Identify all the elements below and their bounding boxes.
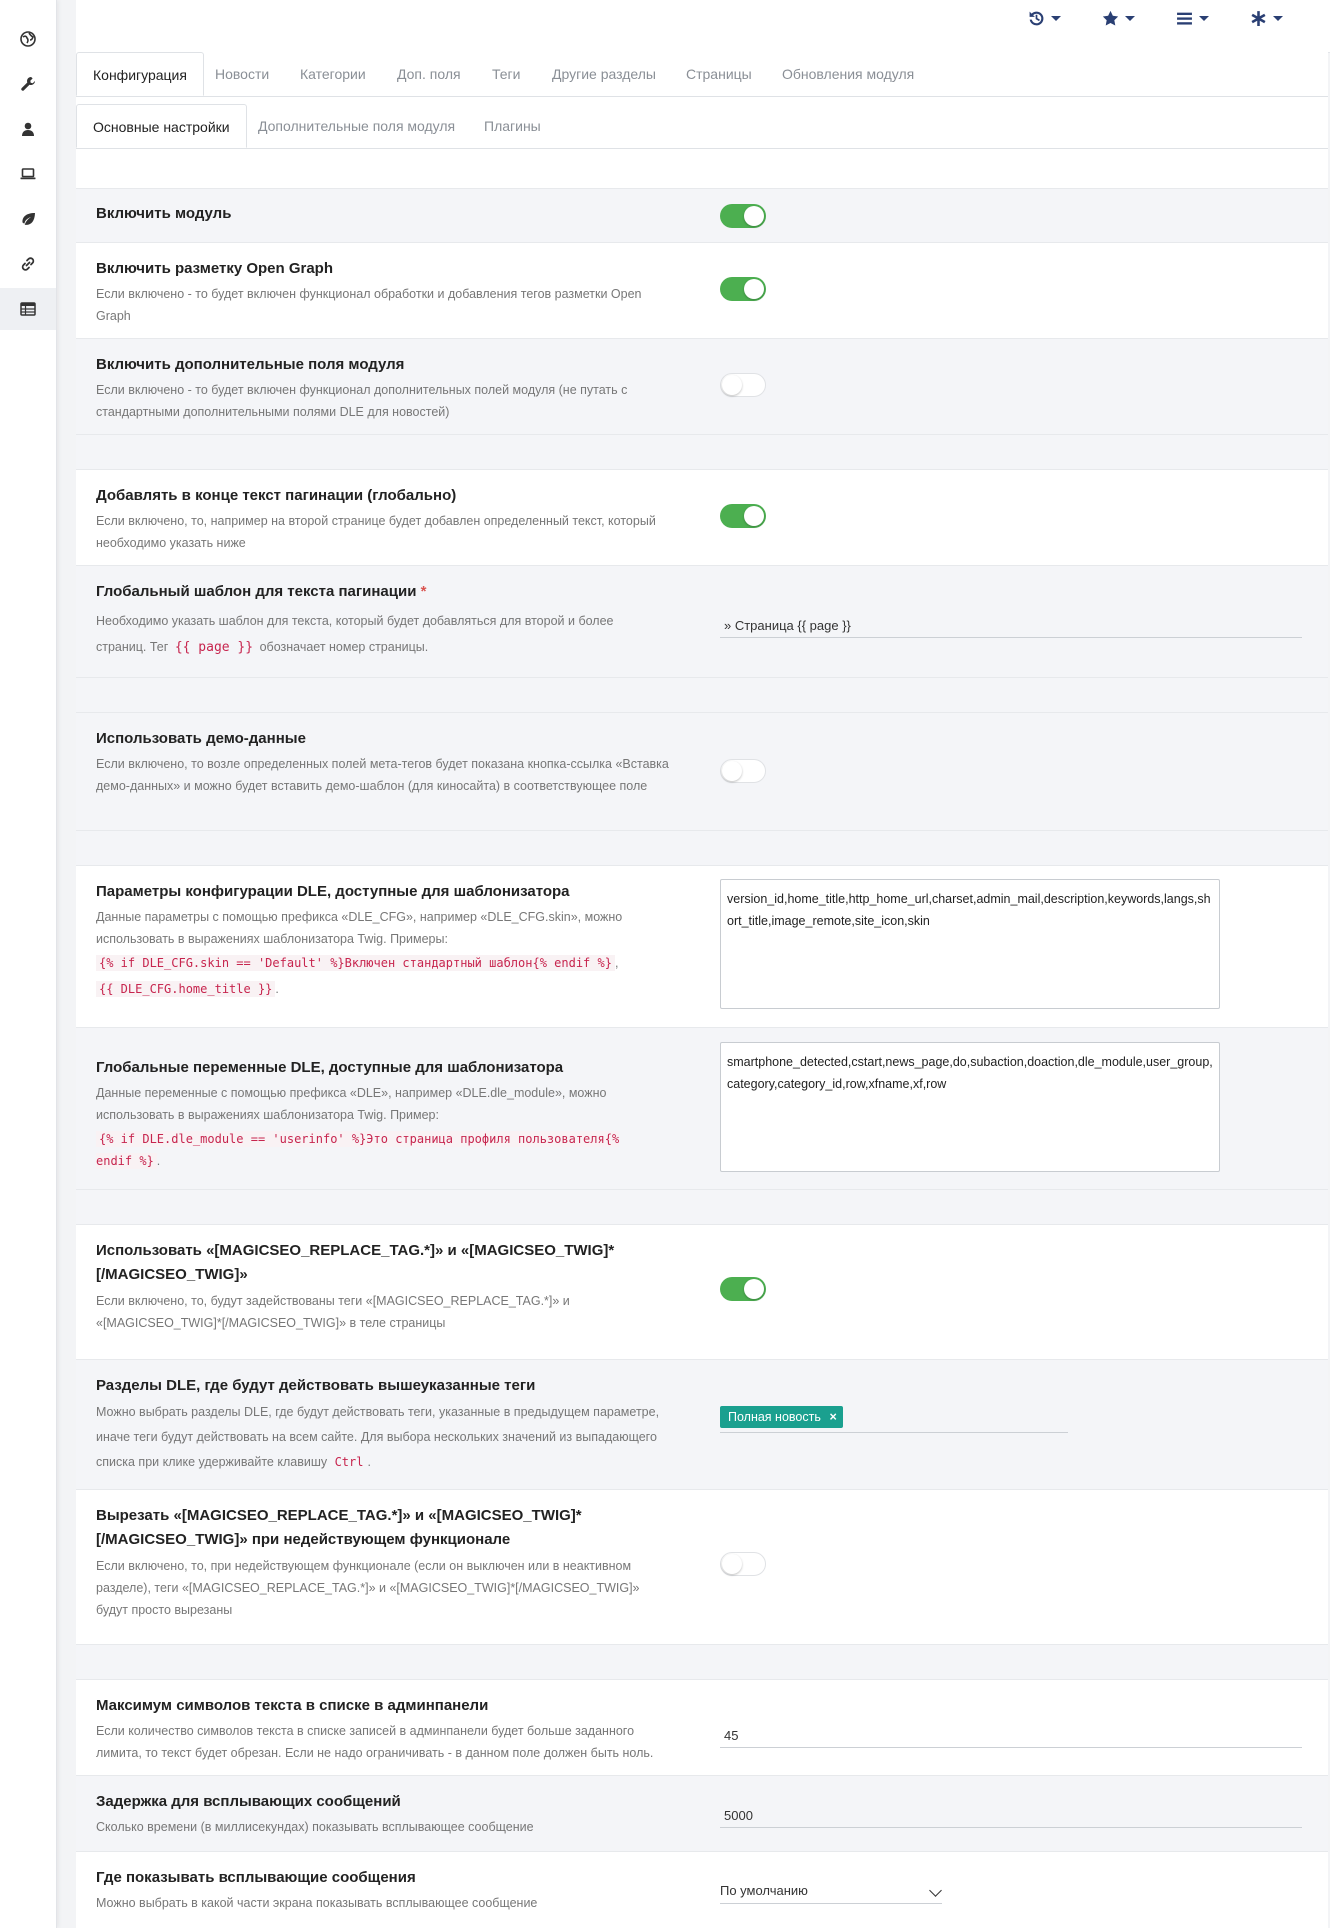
setting-cut-magicseo [76,1489,1328,1644]
setting-title: Где показывать всплывающие сообщения [96,1869,416,1886]
setting-dle-sections [76,1359,1328,1489]
setting-title: Добавлять в конце текст пагинации (глобально) [96,487,457,504]
link-icon[interactable] [15,251,41,277]
setting-title: Включить дополнительные поля модуля [96,356,405,373]
tab-module-extra-fields[interactable]: Дополнительные поля модуля [258,118,456,134]
menu-icon [1176,10,1193,27]
star-icon [1102,10,1119,27]
setting-description: Необходимо указать шаблон для текста, который будет добавляться для второй и более страниц. Тег {{ page }} обозначает номер страницы. [96,614,614,655]
setting-title: Вырезать «[MAGICSEO_REPLACE_TAG.*]» и «[MAGICSEO_TWIG]*[/MAGICSEO_TWIG]» при недействующем функционале [96,1507,582,1548]
setting-demo-data [76,712,1328,830]
tab-other-sections[interactable]: Другие разделы [552,66,656,82]
setting-extra-fields [76,338,1328,434]
setting-description: Можно выбрать разделы DLE, где будут действовать теги, указанные в предыдущем параметре, иначе теги будут действовать на всем сайте. Для выбора нескольких значений из выпадающего списка при клике удерживайте клавишу Ctrl . [96,1405,660,1469]
history-button[interactable] [1028,8,1061,28]
section-spacer [76,677,1328,712]
pagination-template-input[interactable] [720,614,1302,638]
tab-news[interactable]: Новости [215,66,270,82]
setting-popup-position [76,1851,1328,1928]
setting-max-chars [76,1679,1328,1775]
tab-plugins[interactable]: Плагины [484,118,541,134]
popup-position-select[interactable]: По умолчанию [720,1880,942,1904]
setting-description: Если включено - то будет включен функционал дополнительных полей модуля (не путать с стандартными дополнительными полями DLE для новостей) [96,383,628,419]
setting-description: Если включено, то, будут задействованы теги «[MAGICSEO_REPLACE_TAG.*]» и «[MAGICSEO_TWIG]*[/MAGICSEO_TWIG]» в теле страницы [96,1294,570,1330]
sub-tabs [76,104,1328,149]
chevron-down-icon [1051,16,1061,21]
setting-title: Разделы DLE, где будут действовать вышеуказанные теги [96,1377,536,1394]
tab-categories[interactable]: Категории [300,66,366,82]
config-example-1: {% if DLE_CFG.skin == 'Default' %}Включен стандартный шаблон{% endif %} , [96,952,656,974]
tab-module-updates[interactable]: Обновления модуля [782,66,915,82]
section-spacer [76,434,1328,469]
laptop-icon[interactable] [15,161,41,187]
enable-module-toggle[interactable] [720,204,766,228]
setting-description: Можно выбрать в какой части экрана показывать всплывающее сообщение [96,1896,538,1910]
setting-open-graph [76,242,1328,338]
history-icon [1028,10,1045,27]
demo-data-toggle[interactable] [720,759,766,783]
top-toolbar [76,0,1330,53]
chevron-down-icon [1125,16,1135,21]
tab-main-settings[interactable]: Основные настройки [76,104,247,148]
setting-description: Если включено - то будет включен функционал обработки и добавления тегов разметки Open Graph [96,287,642,323]
wrench-icon[interactable] [15,71,41,97]
dle-config-textarea[interactable]: version_id,home_title,http_home_url,charset,admin_mail,description,keywords,langs,short_title,image_remote,site_icon,skin [720,879,1220,1009]
section-spacer [76,1189,1328,1224]
asterisk-icon [1250,10,1267,27]
user-icon[interactable] [15,116,41,142]
setting-description: Данные параметры с помощью префикса «DLE_CFG», например «DLE_CFG.skin», можно использовать в выражениях шаблонизатора Twig. Примеры: [96,910,623,946]
setting-dle-config [76,865,1328,1027]
tab-pages[interactable]: Страницы [686,66,752,82]
setting-title: Задержка для всплывающих сообщений [96,1793,401,1810]
setting-title: Глобальный шаблон для текста пагинации * [96,583,427,600]
tab-extra-fields[interactable]: Доп. поля [397,66,461,82]
settings-button[interactable] [1250,8,1283,28]
section-spacer [76,830,1328,865]
ctrl-key: Ctrl [334,1455,364,1469]
extra-fields-toggle[interactable] [720,373,766,397]
config-example-2: {{ DLE_CFG.home_title }} . [96,978,656,1000]
setting-description: Если включено, то, при недействующем функционале (если он выключен или в неактивном разделе), теги «[MAGICSEO_REPLACE_TAG.*]» и «[MAGICSEO_TWIG]*[/MAGICSEO_TWIG]» будут просто вырезаны [96,1559,640,1617]
setting-description: Если включено, то, например на второй странице будет добавлен определенный текст, который необходимо указать ниже [96,514,656,550]
setting-title: Максимум символов текста в списке в админпанели [96,1697,489,1714]
setting-description: Если количество символов текста в списке записей в админпанели будет больше заданного лимита, то текст будет обрезан. Если не надо ограничивать - в данном поле должен быть ноль. [96,1724,654,1760]
use-magicseo-toggle[interactable] [720,1277,766,1301]
globe-icon[interactable] [15,26,41,52]
remove-chip-icon[interactable]: × [829,1410,837,1424]
settings-panel [76,52,1328,1928]
setting-description: Если включено, то возле определенных полей мета-тегов будет показана кнопка-ссылка «Вставка демо-данных» и можно будет вставить демо-шаблон (для киносайта) в соответствующее поле [96,757,669,793]
setting-pagination-text [76,469,1328,565]
setting-title: Параметры конфигурации DLE, доступные для шаблонизатора [96,883,570,900]
sidebar [0,0,57,1928]
setting-description: Данные переменные с помощью префикса «DLE», например «DLE.dle_module», можно использовать в выражениях шаблонизатора Twig. Пример: [96,1086,607,1122]
required-marker: * [420,583,427,600]
setting-enable-module [76,188,1328,242]
pagination-text-toggle[interactable] [720,504,766,528]
globals-example-1: {% if DLE.dle_module == 'userinfo' %}Это страница профиля пользователя{% endif %} . [96,1132,620,1168]
setting-use-magicseo [76,1224,1328,1359]
main-tabs [76,52,1328,97]
setting-title: Включить модуль [96,205,232,222]
favorites-button[interactable] [1102,8,1135,28]
section-chip: Полная новость × [720,1406,843,1428]
setting-popup-delay [76,1775,1328,1851]
setting-pagination-template [76,565,1328,677]
open-graph-toggle[interactable] [720,277,766,301]
table-icon[interactable] [0,288,56,330]
tab-tags[interactable]: Теги [492,66,521,82]
setting-title: Использовать демо-данные [96,730,306,747]
tab-configuration[interactable]: Конфигурация [76,52,204,96]
section-spacer [76,149,1328,191]
setting-title: Использовать «[MAGICSEO_REPLACE_TAG.*]» и «[MAGICSEO_TWIG]*[/MAGICSEO_TWIG]» [96,1242,615,1283]
max-chars-input[interactable] [720,1724,1302,1748]
dle-globals-textarea[interactable]: smartphone_detected,cstart,news_page,do,subaction,doaction,dle_module,user_group,category,category_id,row,xfname,xf,row [720,1042,1220,1172]
chevron-down-icon [1273,16,1283,21]
menu-button[interactable] [1176,8,1209,28]
setting-title: Глобальные переменные DLE, доступные для шаблонизатора [96,1059,564,1076]
setting-description: Сколько времени (в миллисекундах) показывать всплывающее сообщение [96,1820,534,1834]
sections-multiselect[interactable] [720,1408,1068,1433]
setting-dle-globals [76,1027,1328,1189]
chevron-down-icon [1199,16,1209,21]
popup-delay-input[interactable] [720,1804,1302,1828]
leaf-icon[interactable] [15,206,41,232]
page-tag-code: {{ page }} [174,640,254,655]
chevron-down-icon [929,1884,942,1897]
cut-magicseo-toggle[interactable] [720,1552,766,1576]
setting-title: Включить разметку Open Graph [96,260,334,277]
section-spacer [76,1644,1328,1679]
